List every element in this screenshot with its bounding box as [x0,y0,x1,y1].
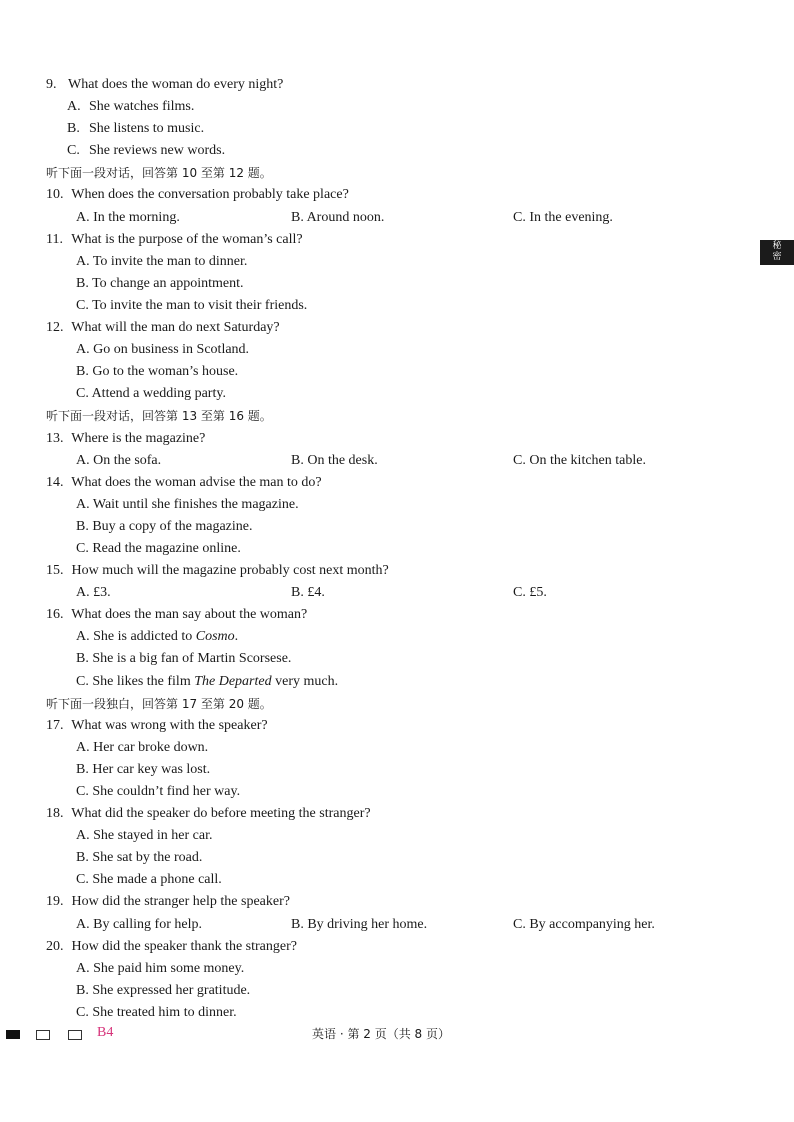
question-13-stem [46,428,746,450]
question-11-option-b: B. To change an appointment. [76,275,244,291]
confidential-side-tab [760,240,794,265]
question-9-option-a [46,96,746,118]
paper-code: B4 [97,1025,114,1040]
question-text: What does the man say about the woman? [71,607,308,623]
option-label: C. [67,143,80,159]
question-number: 17. [46,717,64,733]
question-11-option-a: A. To invite the man to dinner. [76,253,248,269]
question-11-stem [46,229,746,251]
section-instruction-13-16: 听下面一段对话，回答第 13 至第 16 题。 [46,409,272,424]
question-14-stem [46,472,746,494]
question-number: 11. [46,231,63,247]
question-18-option-c: C. She made a phone call. [76,872,222,888]
question-14-option-c: C. Read the magazine online. [76,540,241,556]
question-10-stem [46,184,746,206]
option-text: A. She is addicted to [76,629,196,645]
option-text: She reviews new words. [89,143,226,159]
question-number: 14. [46,474,64,490]
section-instruction-17-20: 听下面一段独白，回答第 17 至第 20 题。 [46,696,272,711]
page-footer [0,1024,794,1044]
question-15-stem [46,560,746,582]
question-18-option-b: B. She sat by the road. [76,850,203,866]
question-17-stem [46,715,746,737]
option-text: C. She likes the film [76,673,195,689]
question-20-option-a: A. She paid him some money. [76,960,245,976]
option-label: B. [67,121,80,137]
question-9-option-b [46,118,746,140]
magazine-title: Cosmo [195,629,235,645]
question-12-stem [46,317,746,339]
option-b: B. £4. [291,585,325,601]
question-12-option-b: B. Go to the woman’s house. [76,364,239,380]
question-16-option-c [46,671,746,693]
question-10-options [46,207,746,229]
option-a: A. In the morning. [76,209,180,225]
question-text: Where is the magazine? [71,430,206,446]
option-b: B. Around noon. [291,209,385,225]
question-17-option-a: A. Her car broke down. [76,739,209,755]
option-a: A. On the sofa. [76,452,162,468]
question-11-option-c: C. To invite the man to visit their friends. [76,297,308,313]
option-c: C. In the evening. [513,209,613,225]
question-20-stem [46,936,746,958]
question-16-option-a [46,626,746,648]
option-c: C. On the kitchen table. [513,452,646,468]
option-a: A. By calling for help. [76,916,202,932]
option-label: A. [67,99,81,115]
question-text: What does the woman advise the man to do? [71,474,322,490]
option-a: A. £3. [76,585,111,601]
question-text: What is the purpose of the woman’s call? [71,231,303,247]
question-number: 20. [46,938,64,954]
side-tab-char-1: 秘 [772,241,782,251]
question-14-option-b: B. Buy a copy of the magazine. [76,518,253,534]
option-text: She watches films. [89,99,195,115]
question-17-option-b: B. Her car key was lost. [76,761,211,777]
filled-square-mark [6,1030,20,1039]
question-number: 19. [46,894,64,910]
question-number: 18. [46,806,64,822]
question-19-options [46,914,746,936]
question-16-option-b: B. She is a big fan of Martin Scorsese. [76,651,292,667]
option-text-end: . [234,629,239,645]
question-number: 10. [46,187,64,203]
question-9-stem [46,74,746,96]
question-text: What did the speaker do before meeting the stranger? [71,806,371,822]
question-20-option-b: B. She expressed her gratitude. [76,982,251,998]
question-14-option-a: A. Wait until she finishes the magazine. [76,496,299,512]
question-15-options [46,582,746,604]
question-9-option-c [46,140,746,162]
page-number: 英语 · 第 2 页（共 8 页） [312,1027,450,1041]
question-text: What will the man do next Saturday? [71,320,280,336]
question-18-stem [46,803,746,825]
film-title: The Departed [194,673,272,689]
exam-page-content [46,74,746,1024]
question-13-options [46,450,746,472]
question-number: 9. [46,77,57,92]
option-b: B. On the desk. [291,452,378,468]
question-17-option-c: C. She couldn’t find her way. [76,784,241,799]
option-text-end: very much. [271,673,339,689]
question-number: 16. [46,607,64,623]
question-19-stem [46,891,746,913]
question-number: 12. [46,320,64,336]
section-instruction-10-12: 听下面一段对话，回答第 10 至第 12 题。 [46,166,272,181]
side-tab-char-2: 密 [772,252,782,262]
empty-square-mark [68,1030,82,1040]
option-text: She listens to music. [89,121,205,137]
option-b: B. By driving her home. [291,916,428,932]
option-c: C. £5. [513,585,547,601]
question-18-option-a: A. She stayed in her car. [76,828,213,844]
question-text: How much will the magazine probably cost next month? [71,563,389,579]
question-16-stem [46,604,746,626]
question-number: 13. [46,430,64,446]
question-text: How did the speaker thank the stranger? [71,938,297,954]
question-12-option-a: A. Go on business in Scotland. [76,342,250,358]
question-text: When does the conversation probably take place? [71,187,349,203]
question-text: How did the stranger help the speaker? [71,894,290,910]
question-text: What does the woman do every night? [68,77,284,92]
question-text: What was wrong with the speaker? [71,717,268,733]
option-c: C. By accompanying her. [513,916,655,932]
question-12-option-c: C. Attend a wedding party. [76,386,226,402]
empty-square-mark [36,1030,50,1040]
question-20-option-c: C. She treated him to dinner. [76,1004,237,1020]
question-number: 15. [46,563,64,579]
